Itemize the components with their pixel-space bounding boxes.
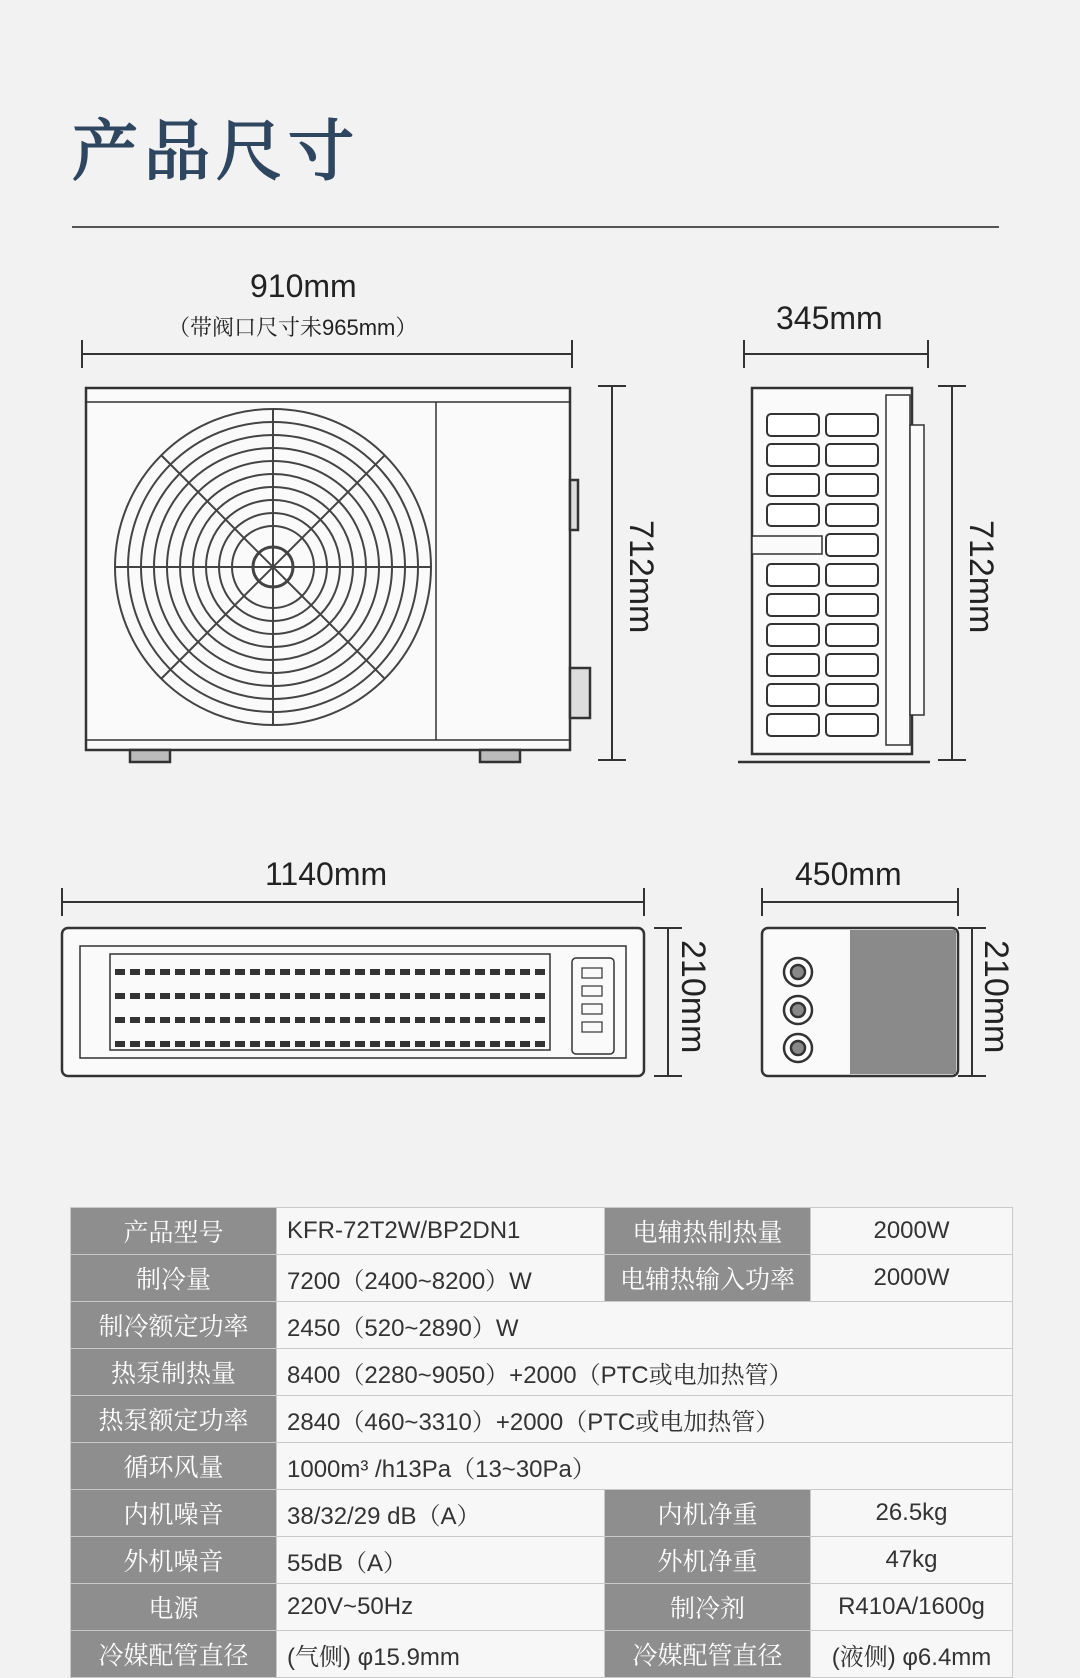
- spec-label: 热泵额定功率: [71, 1396, 277, 1443]
- indoor-unit-side: [762, 928, 958, 1076]
- spec-label: 产品型号: [71, 1208, 277, 1255]
- spec-label: 冷媒配管直径: [71, 1631, 277, 1678]
- spec-value: 26.5kg: [811, 1490, 1013, 1537]
- outdoor-height-front-label: 712mm: [622, 520, 660, 634]
- table-row: [71, 1208, 1013, 1255]
- table-row: [71, 1584, 1013, 1631]
- spec-value: KFR-72T2W/BP2DN1: [277, 1208, 605, 1255]
- spec-label: 内机噪音: [71, 1490, 277, 1537]
- spec-label: 热泵制热量: [71, 1349, 277, 1396]
- spec-label: 制冷额定功率: [71, 1302, 277, 1349]
- table-row: [71, 1537, 1013, 1584]
- spec-value: R410A/1600g: [811, 1584, 1013, 1631]
- spec-label: 循环风量: [71, 1443, 277, 1490]
- spec-value: 1000m³ /h13Pa（13~30Pa）: [277, 1443, 1013, 1490]
- spec-value: 220V~50Hz: [277, 1584, 605, 1631]
- spec-label: 外机净重: [605, 1537, 811, 1584]
- spec-label: 电源: [71, 1584, 277, 1631]
- spec-value: 7200（2400~8200）W: [277, 1255, 605, 1302]
- table-row: [71, 1490, 1013, 1537]
- spec-value: (液侧) φ6.4mm: [811, 1631, 1013, 1678]
- spec-value: 2840（460~3310）+2000（PTC或电加热管）: [277, 1396, 1013, 1443]
- outdoor-height-side-label: 712mm: [962, 520, 1000, 634]
- table-row: [71, 1349, 1013, 1396]
- spec-value: 8400（2280~9050）+2000（PTC或电加热管）: [277, 1349, 1013, 1396]
- spec-label: 电辅热输入功率: [605, 1255, 811, 1302]
- indoor-width-label: 1140mm: [265, 856, 388, 892]
- outdoor-depth-label: 345mm: [776, 300, 883, 336]
- spec-label: 制冷量: [71, 1255, 277, 1302]
- spec-table: [70, 1207, 1013, 1678]
- table-row: [71, 1396, 1013, 1443]
- spec-label: 制冷剂: [605, 1584, 811, 1631]
- fan-grille: [115, 409, 431, 725]
- table-row: [71, 1255, 1013, 1302]
- page-title: 产品尺寸: [72, 113, 360, 190]
- table-row: [71, 1631, 1013, 1678]
- spec-value: 2450（520~2890）W: [277, 1302, 1013, 1349]
- outdoor-unit-front: [86, 388, 590, 762]
- outdoor-width-label: 910mm: [250, 268, 357, 304]
- outdoor-width-note: （带阀口尺寸未965mm）: [168, 315, 418, 340]
- spec-label: 电辅热制热量: [605, 1208, 811, 1255]
- indoor-unit-front: [62, 928, 644, 1076]
- spec-value: 2000W: [811, 1255, 1013, 1302]
- spec-label: 外机噪音: [71, 1537, 277, 1584]
- spec-value: 38/32/29 dB（A）: [277, 1490, 605, 1537]
- spec-label: 内机净重: [605, 1490, 811, 1537]
- table-row: [71, 1443, 1013, 1490]
- spec-value: (气侧) φ15.9mm: [277, 1631, 605, 1678]
- indoor-height-side-label: 210mm: [977, 940, 1015, 1054]
- spec-value: 55dB（A）: [277, 1537, 605, 1584]
- indoor-height-front-label: 210mm: [674, 940, 712, 1054]
- indoor-depth-label: 450mm: [795, 856, 902, 892]
- table-row: [71, 1302, 1013, 1349]
- spec-value: 2000W: [811, 1208, 1013, 1255]
- spec-value: 47kg: [811, 1537, 1013, 1584]
- spec-label: 冷媒配管直径: [605, 1631, 811, 1678]
